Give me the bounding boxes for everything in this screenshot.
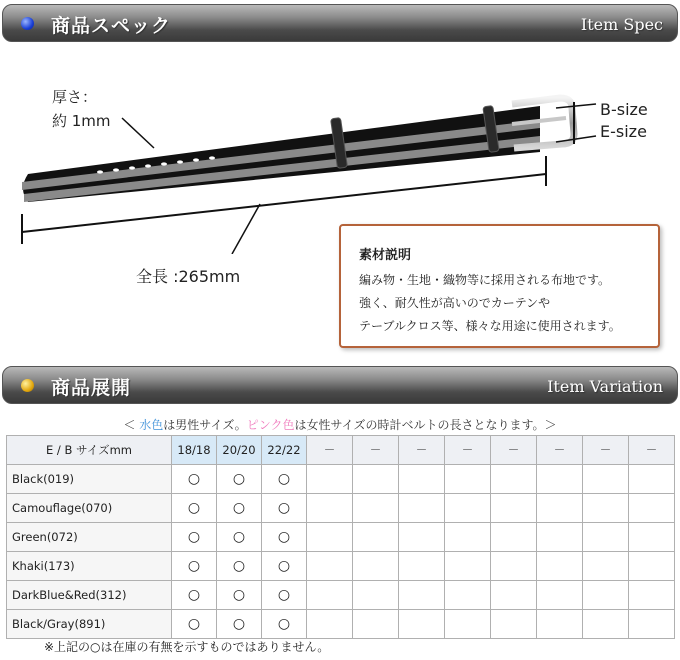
empty-cell [491, 494, 537, 523]
empty-size-header: － [537, 436, 583, 465]
material-line: 編み物・生地・織物等に採用される布地です。 [359, 273, 611, 287]
length-label: 全長 :265mm [136, 267, 241, 286]
availability-mark: ○ [217, 494, 262, 523]
table-row [7, 552, 675, 581]
empty-cell [399, 552, 445, 581]
empty-cell [583, 465, 629, 494]
availability-mark: ○ [262, 494, 307, 523]
variation-title-en: Item Variation [547, 377, 663, 396]
color-label: Black/Gray(891) [7, 610, 172, 639]
availability-mark: ○ [172, 610, 217, 639]
empty-size-header: － [353, 436, 399, 465]
empty-cell [537, 552, 583, 581]
table-row [7, 610, 675, 639]
empty-cell [445, 581, 491, 610]
empty-size-header: － [583, 436, 629, 465]
e-size-label: E-size [600, 122, 647, 141]
availability-mark: ○ [217, 552, 262, 581]
empty-cell [307, 523, 353, 552]
availability-mark: ○ [217, 581, 262, 610]
spec-header [2, 4, 678, 42]
color-label: Camouflage(070) [7, 494, 172, 523]
material-box [339, 224, 660, 348]
empty-cell [491, 523, 537, 552]
material-line: テーブルクロス等、様々な用途に使用されます。 [359, 319, 621, 333]
empty-size-header: － [399, 436, 445, 465]
color-label: DarkBlue&Red(312) [7, 581, 172, 610]
color-label: Black(019) [7, 465, 172, 494]
variation-header [2, 366, 678, 404]
empty-cell [629, 552, 675, 581]
table-row [7, 523, 675, 552]
empty-cell [537, 494, 583, 523]
empty-cell [537, 523, 583, 552]
empty-cell [629, 581, 675, 610]
color-label: Khaki(173) [7, 552, 172, 581]
table-row [7, 465, 675, 494]
variation-table [6, 435, 675, 639]
availability-mark: ○ [262, 552, 307, 581]
empty-cell [583, 610, 629, 639]
empty-cell [307, 465, 353, 494]
color-label: Green(072) [7, 523, 172, 552]
availability-mark: ○ [172, 552, 217, 581]
empty-cell [491, 610, 537, 639]
empty-cell [537, 581, 583, 610]
empty-cell [445, 465, 491, 494]
thickness-value: 約 1mm [52, 112, 111, 130]
empty-cell [537, 610, 583, 639]
spec-title: 商品スペック [51, 15, 172, 37]
empty-cell [491, 552, 537, 581]
empty-cell [583, 552, 629, 581]
size-header: 18/18 [172, 436, 217, 465]
empty-cell [445, 552, 491, 581]
empty-cell [629, 523, 675, 552]
table-row [7, 581, 675, 610]
bullet-dot-icon [21, 379, 34, 392]
empty-cell [629, 465, 675, 494]
size-header: 22/22 [262, 436, 307, 465]
empty-cell [399, 610, 445, 639]
empty-cell [399, 465, 445, 494]
empty-cell [629, 610, 675, 639]
empty-cell [491, 465, 537, 494]
availability-mark: ○ [262, 581, 307, 610]
empty-size-header: － [491, 436, 537, 465]
size-note: ＜ 水色は男性サイズ。ピンク色は女性サイズの時計ベルトの長さとなります。＞ [123, 418, 557, 432]
availability-mark: ○ [262, 523, 307, 552]
empty-cell [583, 581, 629, 610]
availability-mark: ○ [172, 523, 217, 552]
empty-cell [353, 581, 399, 610]
b-size-label: B-size [600, 100, 648, 119]
empty-cell [629, 494, 675, 523]
size-header: 20/20 [217, 436, 262, 465]
empty-cell [399, 581, 445, 610]
empty-cell [583, 523, 629, 552]
availability-mark: ○ [172, 581, 217, 610]
empty-cell [399, 523, 445, 552]
empty-cell [445, 610, 491, 639]
strap-illustration [0, 44, 680, 254]
table-header-row [7, 436, 675, 465]
empty-cell [445, 494, 491, 523]
empty-size-header: － [445, 436, 491, 465]
empty-cell [307, 581, 353, 610]
availability-mark: ○ [217, 465, 262, 494]
empty-size-header: － [307, 436, 353, 465]
material-line: 強く、耐久性が高いのでカーテンや [359, 296, 551, 310]
empty-cell [353, 494, 399, 523]
empty-cell [353, 552, 399, 581]
availability-mark: ○ [262, 465, 307, 494]
table-row [7, 494, 675, 523]
corner-header: E / B サイズmm [7, 436, 172, 465]
empty-size-header: － [629, 436, 675, 465]
footnote: ※上記の○は在庫の有無を示すものではありません。 [44, 640, 330, 654]
empty-cell [307, 494, 353, 523]
material-title: 素材説明 [359, 248, 412, 263]
empty-cell [445, 523, 491, 552]
empty-cell [399, 494, 445, 523]
availability-mark: ○ [172, 465, 217, 494]
empty-cell [353, 465, 399, 494]
bullet-dot-icon [21, 17, 34, 30]
variation-title: 商品展開 [51, 377, 132, 399]
availability-mark: ○ [262, 610, 307, 639]
empty-cell [353, 523, 399, 552]
empty-cell [491, 581, 537, 610]
availability-mark: ○ [172, 494, 217, 523]
empty-cell [353, 610, 399, 639]
empty-cell [307, 552, 353, 581]
thickness-label: 厚さ： [52, 88, 98, 106]
empty-cell [583, 494, 629, 523]
availability-mark: ○ [217, 610, 262, 639]
empty-cell [537, 465, 583, 494]
availability-mark: ○ [217, 523, 262, 552]
spec-title-en: Item Spec [580, 15, 663, 34]
empty-cell [307, 610, 353, 639]
